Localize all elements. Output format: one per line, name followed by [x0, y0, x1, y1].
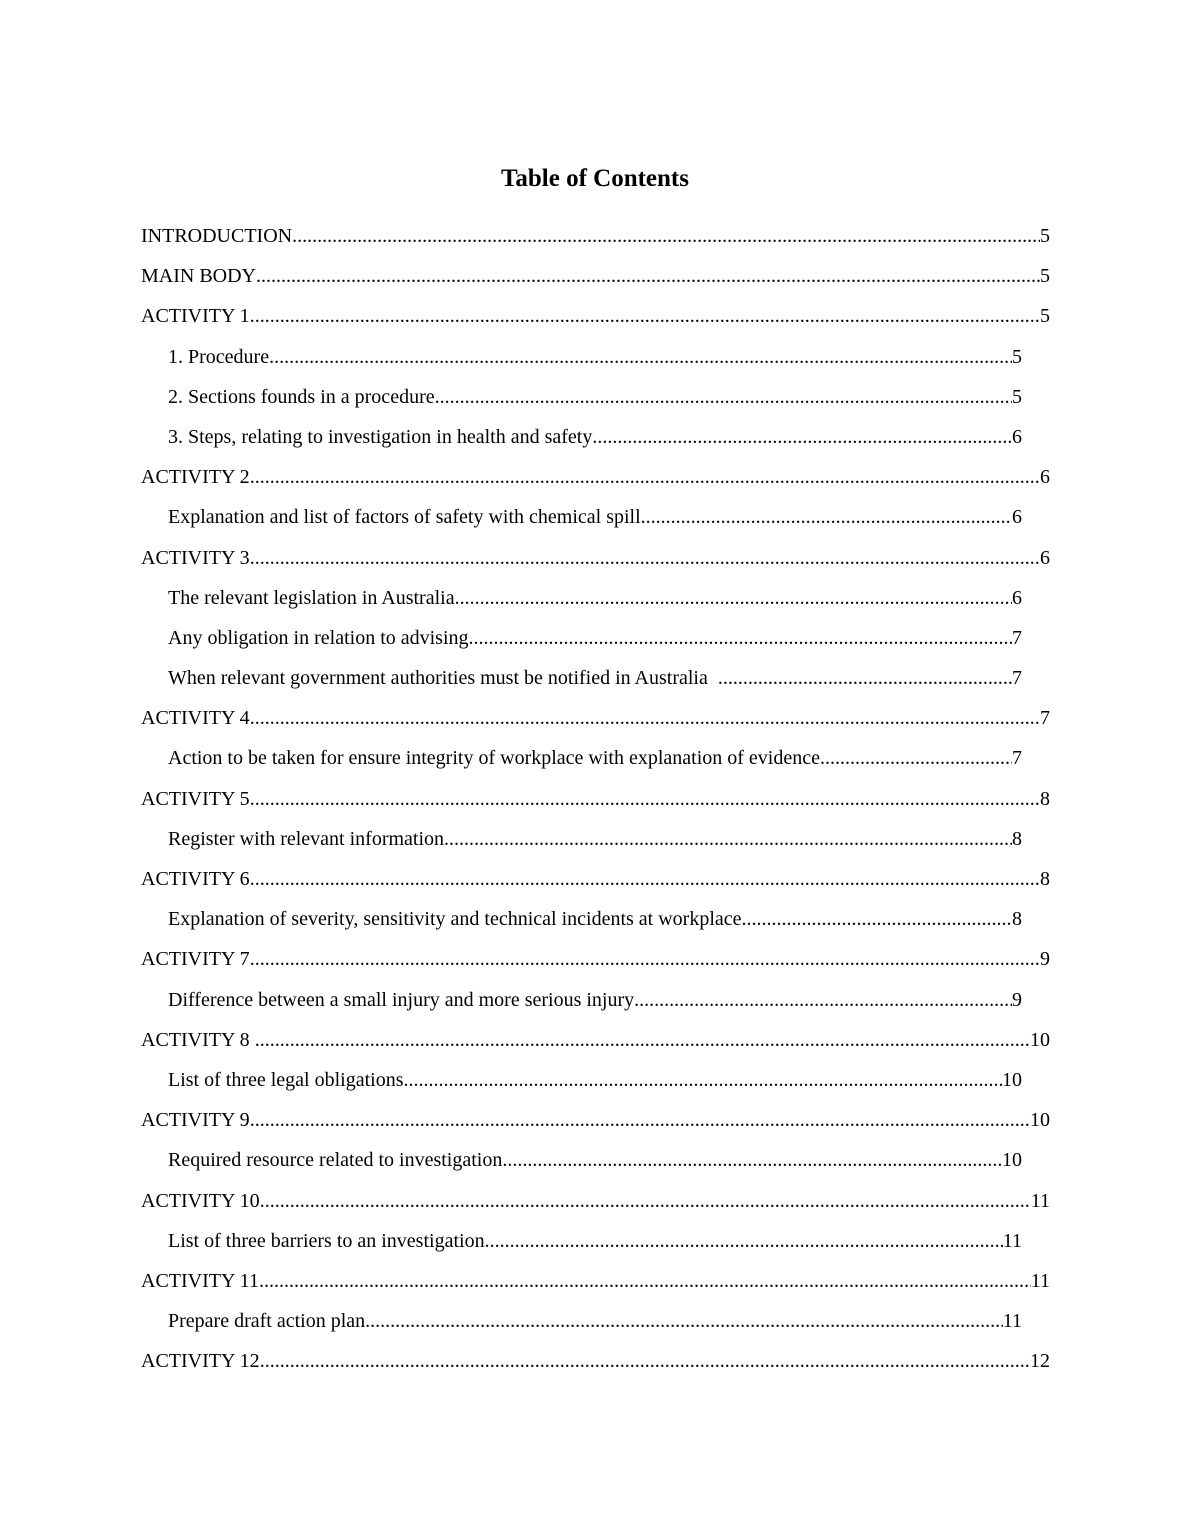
toc-entry[interactable]: [0, 1341, 1190, 1381]
toc-page-number: 5: [1040, 305, 1050, 328]
toc-entry[interactable]: [0, 578, 1190, 618]
toc-entry-label: Explanation of severity, sensitivity and technical incidents at workplace: [168, 908, 742, 931]
toc-entry-row: [168, 738, 1022, 778]
toc-entry-row: [168, 497, 1022, 537]
toc-entry-label: 3. Steps, relating to investigation in health and safety: [168, 425, 593, 448]
toc-entry-row: [141, 779, 1050, 819]
toc-entry[interactable]: [0, 1140, 1190, 1180]
toc-entry-row: [168, 980, 1022, 1020]
toc-entry-label: ACTIVITY 5: [141, 787, 250, 810]
toc-entry-row: [141, 296, 1050, 336]
toc-entry[interactable]: [0, 1301, 1190, 1341]
toc-entry-label: Register with relevant information: [168, 827, 445, 850]
toc-dot-leader: [365, 1301, 1003, 1341]
toc-entry[interactable]: [0, 417, 1190, 457]
toc-entry-row: [168, 1060, 1022, 1100]
toc-page-number: 11: [1030, 1189, 1050, 1212]
toc-entry-row: [141, 538, 1050, 578]
toc-entry-label: ACTIVITY 9: [141, 1109, 250, 1132]
toc-entry-label: Action to be taken for ensure integrity of workplace with explanation of evidence: [168, 747, 820, 770]
toc-page-number: 6: [1012, 425, 1022, 448]
toc-entry-label: Explanation and list of factors of safety with chemical spill: [168, 506, 641, 529]
toc-page-number: 8: [1012, 827, 1022, 850]
toc-dot-leader: [250, 457, 1040, 497]
toc-dot-leader: [502, 1140, 1002, 1180]
toc-entry[interactable]: [0, 457, 1190, 497]
toc-entry[interactable]: [0, 859, 1190, 899]
toc-dot-leader: [250, 779, 1040, 819]
toc-page-number: 5: [1040, 265, 1050, 288]
toc-entry-label: MAIN BODY: [141, 265, 256, 288]
toc-page-number: 8: [1040, 868, 1050, 890]
toc-entry-row: [141, 1100, 1050, 1140]
toc-entry[interactable]: [0, 618, 1190, 658]
toc-entry[interactable]: [0, 738, 1190, 778]
toc-dot-leader: [435, 377, 1012, 417]
toc-entry[interactable]: [0, 1221, 1190, 1261]
toc-dot-leader: [292, 216, 1040, 256]
toc-entry-row: [141, 1181, 1050, 1221]
toc-entry-row: [168, 819, 1022, 859]
toc-entry-row: [141, 939, 1050, 979]
toc-entry-label: INTRODUCTION: [141, 225, 293, 247]
toc-entry[interactable]: [0, 256, 1190, 296]
toc-entry-row: [141, 256, 1050, 296]
toc-page-number: 5: [1012, 385, 1022, 408]
toc-entry-label: ACTIVITY 7: [141, 948, 250, 971]
toc-page-number: 7: [1012, 747, 1022, 770]
toc-entry[interactable]: [0, 899, 1190, 939]
toc-entry-label: List of three legal obligations: [168, 1068, 404, 1091]
toc-page-number: 10: [1030, 1109, 1050, 1132]
toc-dot-leader: [260, 1181, 1031, 1221]
toc-entry-label: Prepare draft action plan: [168, 1310, 366, 1333]
toc-entry[interactable]: [0, 538, 1190, 578]
toc-entry-label: ACTIVITY 3: [141, 546, 250, 569]
toc-entry-row: [168, 578, 1022, 618]
toc-entry-row: [141, 859, 1050, 899]
toc-page-number: 7: [1012, 667, 1022, 690]
toc-page-number: 5: [1040, 225, 1050, 247]
toc-dot-leader: [259, 1261, 1031, 1301]
toc-page-number: 6: [1012, 506, 1022, 529]
toc-entry[interactable]: [0, 939, 1190, 979]
toc-dot-leader: [592, 417, 1012, 457]
toc-page-number: 6: [1040, 546, 1050, 569]
toc-entry-label: ACTIVITY 8: [141, 1028, 255, 1051]
toc-page-number: 11: [1002, 1229, 1022, 1252]
toc-entry-row: [141, 698, 1050, 738]
toc-page-number: 10: [1002, 1068, 1022, 1091]
toc-entry[interactable]: [0, 658, 1190, 698]
toc-dot-leader: [455, 578, 1012, 618]
toc-entry-row: [168, 1301, 1022, 1341]
toc-entry-label: ACTIVITY 1: [141, 305, 250, 328]
toc-entry[interactable]: [0, 296, 1190, 336]
toc-entry-row: [141, 1261, 1050, 1301]
toc-dot-leader: [250, 538, 1040, 578]
toc-entry[interactable]: [0, 216, 1190, 256]
toc-entry[interactable]: [0, 1020, 1190, 1060]
toc-dot-leader: [260, 1341, 1030, 1381]
toc-page-number: 6: [1040, 466, 1050, 489]
toc-entry[interactable]: [0, 377, 1190, 417]
toc-page-number: 11: [1030, 1269, 1050, 1292]
toc-page-number: 7: [1040, 707, 1050, 730]
toc-dot-leader: [250, 1100, 1030, 1140]
toc-dot-leader: [250, 859, 1040, 899]
toc-dot-leader: [485, 1221, 1003, 1261]
toc-entry-label: When relevant government authorities must be notified in Australia: [168, 667, 718, 690]
toc-entry-label: ACTIVITY 10: [141, 1189, 260, 1212]
toc-entry-label: Difference between a small injury and more serious injury: [168, 988, 635, 1011]
toc-entry[interactable]: [0, 819, 1190, 859]
toc-entry-label: 2. Sections founds in a procedure: [168, 385, 435, 408]
toc-page-number: 10: [1002, 1149, 1022, 1172]
toc-entry-label: ACTIVITY 6: [141, 868, 250, 890]
toc-dot-leader: [444, 819, 1012, 859]
toc-dot-leader: [250, 698, 1040, 738]
toc-entry-row: [141, 216, 1050, 256]
toc-entry-label: ACTIVITY 4: [141, 707, 250, 730]
toc-page-number: 9: [1012, 988, 1022, 1011]
toc-page-number: 7: [1012, 626, 1022, 649]
toc-entry-row: [141, 1341, 1050, 1381]
toc-entry-label: ACTIVITY 12: [141, 1350, 260, 1373]
toc-page-number: 8: [1012, 908, 1022, 931]
toc-entry[interactable]: [0, 1261, 1190, 1301]
toc-dot-leader: [641, 497, 1012, 537]
toc-entry-label: ACTIVITY 11: [141, 1269, 259, 1292]
toc-entry-row: [168, 899, 1022, 939]
toc-page-number: 9: [1040, 948, 1050, 971]
toc-dot-leader: [820, 738, 1012, 778]
toc-page-number: 5: [1012, 345, 1022, 368]
toc-entry-row: [168, 1221, 1022, 1261]
toc-dot-leader: [718, 658, 1012, 698]
toc-page-number: 10: [1030, 1028, 1050, 1051]
toc-list: [0, 216, 1190, 1381]
toc-entry[interactable]: [0, 1100, 1190, 1140]
toc-page-number: 11: [1002, 1310, 1022, 1333]
toc-entry-label: ACTIVITY 2: [141, 466, 250, 489]
toc-entry-label: 1. Procedure: [168, 345, 270, 368]
toc-dot-leader: [269, 337, 1012, 377]
toc-page-number: 12: [1030, 1350, 1050, 1373]
toc-entry-row: [168, 337, 1022, 377]
toc-entry[interactable]: [0, 337, 1190, 377]
toc-title: Table of Contents: [501, 165, 689, 192]
toc-dot-leader: [742, 899, 1012, 939]
toc-entry-row: [168, 658, 1022, 698]
toc-entry-row: [141, 457, 1050, 497]
toc-entry[interactable]: [0, 1060, 1190, 1100]
toc-dot-leader: [256, 256, 1040, 296]
toc-entry-row: [168, 618, 1022, 658]
toc-entry-label: Any obligation in relation to advising: [168, 626, 469, 649]
toc-dot-leader: [250, 939, 1040, 979]
toc-entry[interactable]: [0, 497, 1190, 537]
toc-dot-leader: [634, 980, 1012, 1020]
toc-dot-leader: [255, 1020, 1030, 1060]
toc-entry[interactable]: [0, 698, 1190, 738]
toc-entry-row: [168, 417, 1022, 457]
toc-page-number: 6: [1012, 586, 1022, 609]
toc-entry[interactable]: [0, 1181, 1190, 1221]
toc-page-number: 8: [1040, 787, 1050, 810]
toc-entry[interactable]: [0, 779, 1190, 819]
toc-entry-row: [168, 377, 1022, 417]
toc-entry-row: [168, 1140, 1022, 1180]
toc-entry[interactable]: [0, 980, 1190, 1020]
toc-dot-leader: [404, 1060, 1003, 1100]
toc-entry-row: [141, 1020, 1050, 1060]
toc-entry-label: The relevant legislation in Australia: [168, 586, 455, 609]
toc-entry-label: Required resource related to investigation: [168, 1149, 503, 1172]
toc-entry-label: List of three barriers to an investigation: [168, 1229, 485, 1252]
toc-dot-leader: [469, 618, 1012, 658]
toc-dot-leader: [250, 296, 1040, 336]
